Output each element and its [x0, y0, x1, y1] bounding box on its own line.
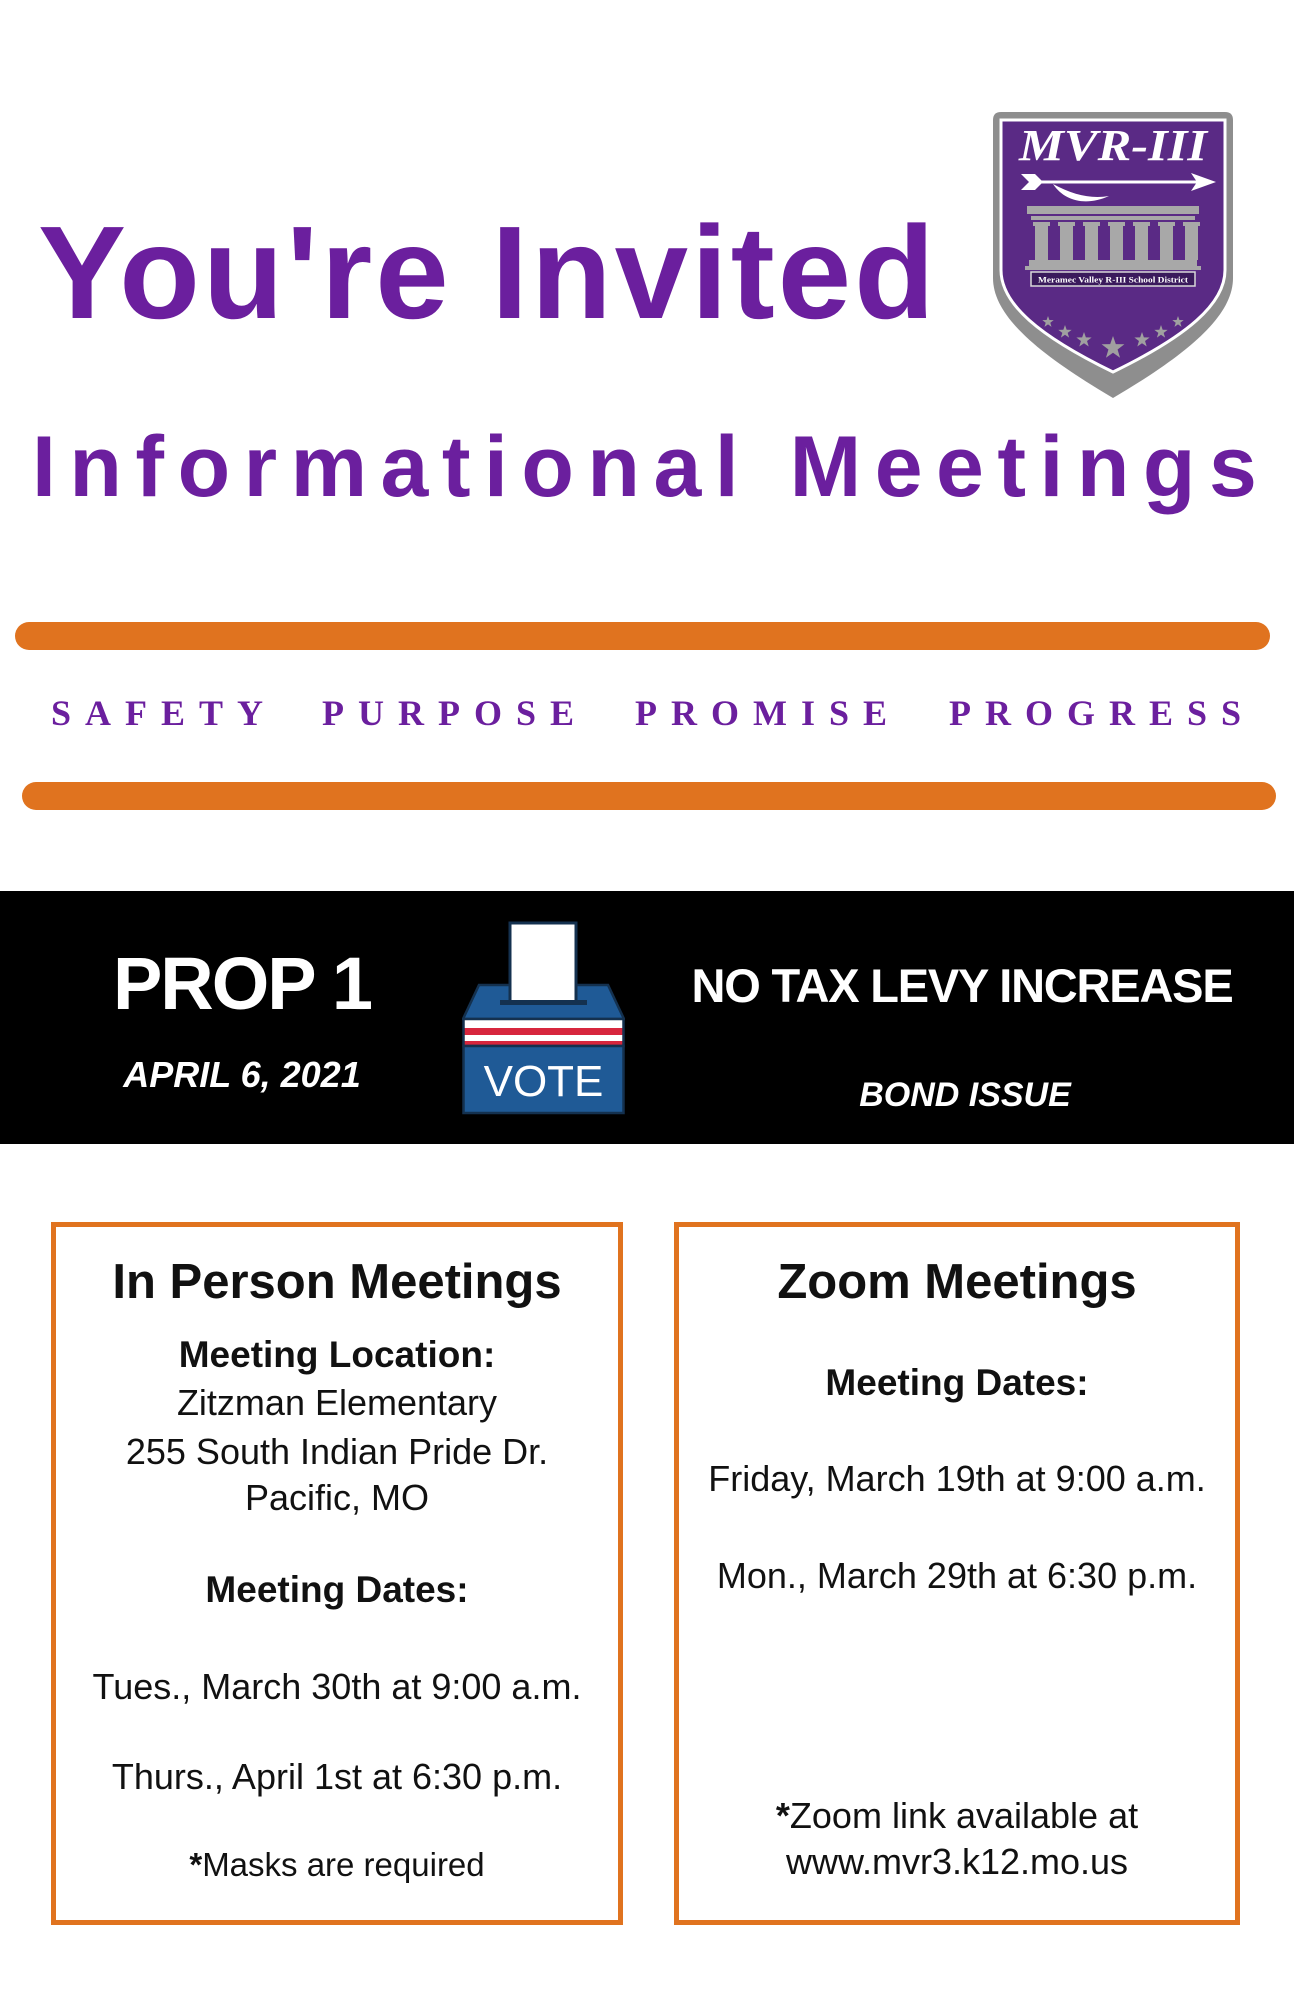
page-title: You're Invited: [38, 199, 938, 346]
election-date: APRIL 6, 2021: [123, 1054, 361, 1095]
value-word: PROMISE: [635, 693, 902, 733]
masks-note: [56, 1848, 618, 1881]
logo-wordmark: MVR-III: [1017, 121, 1210, 170]
note-asterisk: *: [775, 1795, 790, 1836]
location-line: Pacific, MO: [244, 1477, 430, 1518]
ballot-paper: [510, 923, 576, 1002]
district-logo: [991, 110, 1235, 400]
meeting-date: Thurs., April 1st at 6:30 p.m.: [111, 1756, 563, 1797]
value-word: SAFETY: [51, 693, 278, 733]
card-title: In Person Meetings: [112, 1255, 562, 1309]
banner-subhead: BOND ISSUE: [859, 1076, 1071, 1114]
divider-bottom: [22, 782, 1276, 810]
page-subtitle: Informational Meetings: [32, 419, 1271, 515]
meeting-date: Tues., March 30th at 9:00 a.m.: [92, 1666, 582, 1707]
in-person-card: [51, 1222, 623, 1925]
meeting-date: Mon., March 29th at 6:30 p.m.: [716, 1555, 1198, 1596]
banner-headline: NO TAX LEVY INCREASE: [691, 959, 1233, 1012]
zoom-note: [679, 1795, 1235, 1836]
location-label: Meeting Location:: [178, 1334, 496, 1375]
zoom-link: www.mvr3.k12.mo.us: [785, 1841, 1129, 1882]
dates-label: Meeting Dates:: [825, 1362, 1089, 1403]
note-text: Zoom link available at: [789, 1795, 1139, 1836]
meeting-date: Friday, March 19th at 9:00 a.m.: [708, 1458, 1206, 1499]
ballot-box-stripes: [464, 1019, 624, 1046]
prop-banner: [0, 891, 1294, 1144]
zoom-card: [674, 1222, 1240, 1925]
ballot-slot: [500, 1000, 587, 1005]
district-name: Meramec Valley R-III School District: [1038, 274, 1189, 285]
prop-title: PROP 1: [112, 942, 372, 1025]
location-line: Zitzman Elementary: [176, 1382, 498, 1423]
value-word: PROGRESS: [949, 693, 1256, 733]
dates-label: Meeting Dates:: [205, 1569, 469, 1610]
ballot-box-icon: [462, 921, 625, 1115]
card-title: Zoom Meetings: [777, 1255, 1137, 1309]
divider-top: [15, 622, 1270, 650]
vote-label: VOTE: [483, 1057, 604, 1106]
location-line: 255 South Indian Pride Dr.: [125, 1431, 549, 1472]
note-text: Masks are required: [202, 1846, 485, 1883]
value-word: PURPOSE: [322, 693, 589, 733]
note-asterisk: *: [189, 1846, 203, 1883]
